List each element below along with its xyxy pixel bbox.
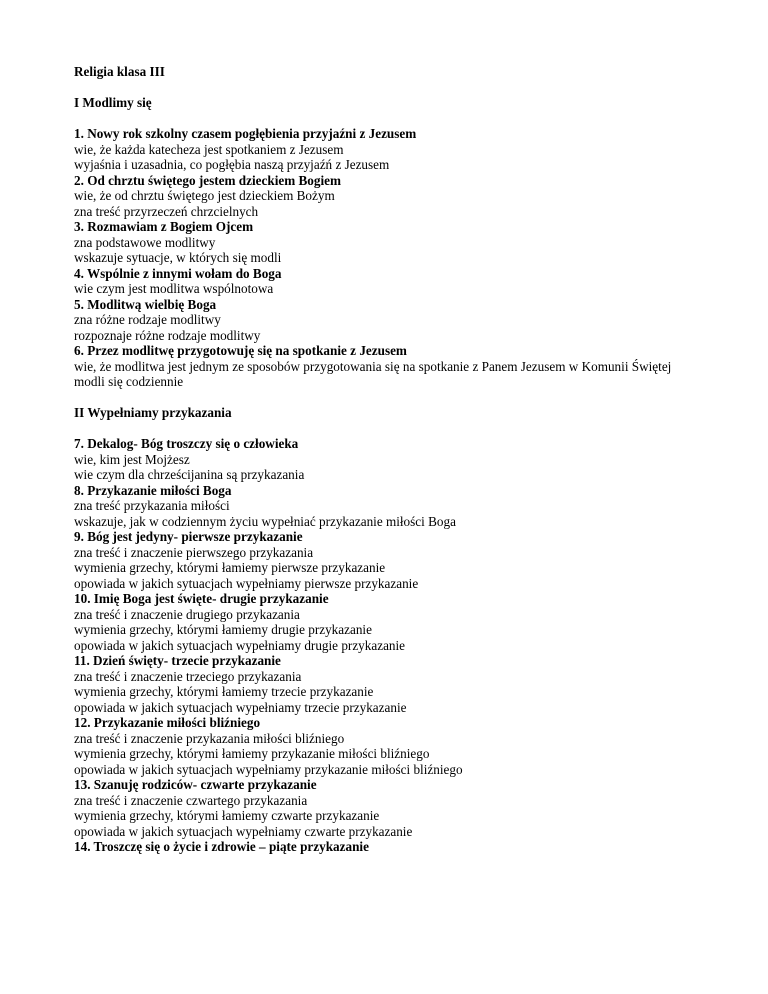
document-page bbox=[74, 64, 734, 855]
section-heading-1: I Modlimy się bbox=[74, 95, 152, 110]
item-title: 4. Wspólnie z innymi wołam do Boga bbox=[74, 265, 282, 281]
item-title: 13. Szanuję rodziców- czwarte przykazanie bbox=[74, 777, 317, 792]
spacer bbox=[74, 111, 734, 127]
item-title: 9. Bóg jest jedyny- pierwsze przykazanie bbox=[74, 529, 303, 544]
item-line: opowiada w jakich sytuacjach wypełniamy czwarte przykazanie bbox=[74, 823, 413, 839]
item-line: zna podstawowe modlitwy bbox=[74, 234, 216, 250]
item-line: wie, że każda katecheza jest spotkaniem z Jezusem bbox=[74, 141, 344, 157]
item-line: rozpoznaje różne rodzaje modlitwy bbox=[74, 327, 261, 343]
item-line: wymienia grzechy, którymi łamiemy czwarte przykazanie bbox=[74, 808, 380, 823]
item-line: zna treść i znaczenie przykazania miłości bliźniego bbox=[74, 730, 345, 746]
item-line: wymienia grzechy, którymi łamiemy drugie przykazanie bbox=[74, 622, 372, 637]
item-title: 6. Przez modlitwę przygotowuję się na spotkanie z Jezusem bbox=[74, 343, 407, 358]
document-title: Religia klasa III bbox=[74, 64, 165, 79]
item-line: wymienia grzechy, którymi łamiemy trzecie przykazanie bbox=[74, 684, 374, 699]
spacer bbox=[74, 80, 734, 96]
item-title: 3. Rozmawiam z Bogiem Ojcem bbox=[74, 219, 254, 234]
item-line: wie czym jest modlitwa wspólnotowa bbox=[74, 281, 274, 296]
item-line: opowiada w jakich sytuacjach wypełniamy przykazanie miłości bliźniego bbox=[74, 761, 463, 777]
item-line: wie, że od chrztu świętego jest dzieckiem Bożym bbox=[74, 188, 335, 203]
item-line: zna treść i znaczenie czwartego przykazania bbox=[74, 792, 308, 808]
item-line: zna treść i znaczenie pierwszego przykazania bbox=[74, 544, 314, 560]
item-line: wyjaśnia i uzasadnia, co pogłębia naszą przyjaźń z Jezusem bbox=[74, 157, 390, 172]
item-line: zna treść i znaczenie trzeciego przykazania bbox=[74, 668, 302, 684]
item-line: wskazuje sytuacje, w których się modli bbox=[74, 250, 282, 265]
item-line: wskazuje, jak w codziennym życiu wypełniać przykazanie miłości Boga bbox=[74, 513, 456, 529]
item-title: 2. Od chrztu świętego jestem dzieckiem Bogiem bbox=[74, 172, 341, 188]
spacer bbox=[74, 421, 734, 437]
item-line: modli się codziennie bbox=[74, 374, 184, 389]
item-title: 5. Modlitwą wielbię Boga bbox=[74, 296, 217, 312]
item-line: wie, kim jest Mojżesz bbox=[74, 451, 190, 467]
item-line: wymienia grzechy, którymi łamiemy pierwsze przykazanie bbox=[74, 560, 386, 575]
item-line: wie czym dla chrześcijanina są przykazania bbox=[74, 467, 305, 482]
item-title: 1. Nowy rok szkolny czasem pogłębienia przyjaźni z Jezusem bbox=[74, 126, 417, 141]
item-line: opowiada w jakich sytuacjach wypełniamy pierwsze przykazanie bbox=[74, 575, 419, 591]
item-line: zna różne rodzaje modlitwy bbox=[74, 312, 221, 327]
item-title: 8. Przykazanie miłości Boga bbox=[74, 482, 232, 498]
item-line: zna treść przyrzeczeń chrzcielnych bbox=[74, 203, 259, 219]
item-title: 14. Troszczę się o życie i zdrowie – piąte przykazanie bbox=[74, 839, 369, 854]
item-line: zna treść i znaczenie drugiego przykazania bbox=[74, 606, 300, 622]
item-line: zna treść przykazania miłości bbox=[74, 498, 230, 513]
item-line: wymienia grzechy, którymi łamiemy przykazanie miłości bliźniego bbox=[74, 746, 430, 761]
item-line: opowiada w jakich sytuacjach wypełniamy trzecie przykazanie bbox=[74, 699, 407, 715]
item-title: 12. Przykazanie miłości bliźniego bbox=[74, 715, 261, 730]
section-heading-2: II Wypełniamy przykazania bbox=[74, 405, 232, 420]
item-line: wie, że modlitwa jest jednym ze sposobów przygotowania się na spotkanie z Panem Jezusem w Komunii Świętej bbox=[74, 358, 672, 374]
item-title: 7. Dekalog- Bóg troszczy się o człowieka bbox=[74, 436, 299, 451]
spacer bbox=[74, 390, 734, 406]
item-title: 10. Imię Boga jest święte- drugie przykazanie bbox=[74, 591, 329, 606]
item-line: opowiada w jakich sytuacjach wypełniamy drugie przykazanie bbox=[74, 637, 406, 653]
item-title: 11. Dzień święty- trzecie przykazanie bbox=[74, 653, 281, 668]
